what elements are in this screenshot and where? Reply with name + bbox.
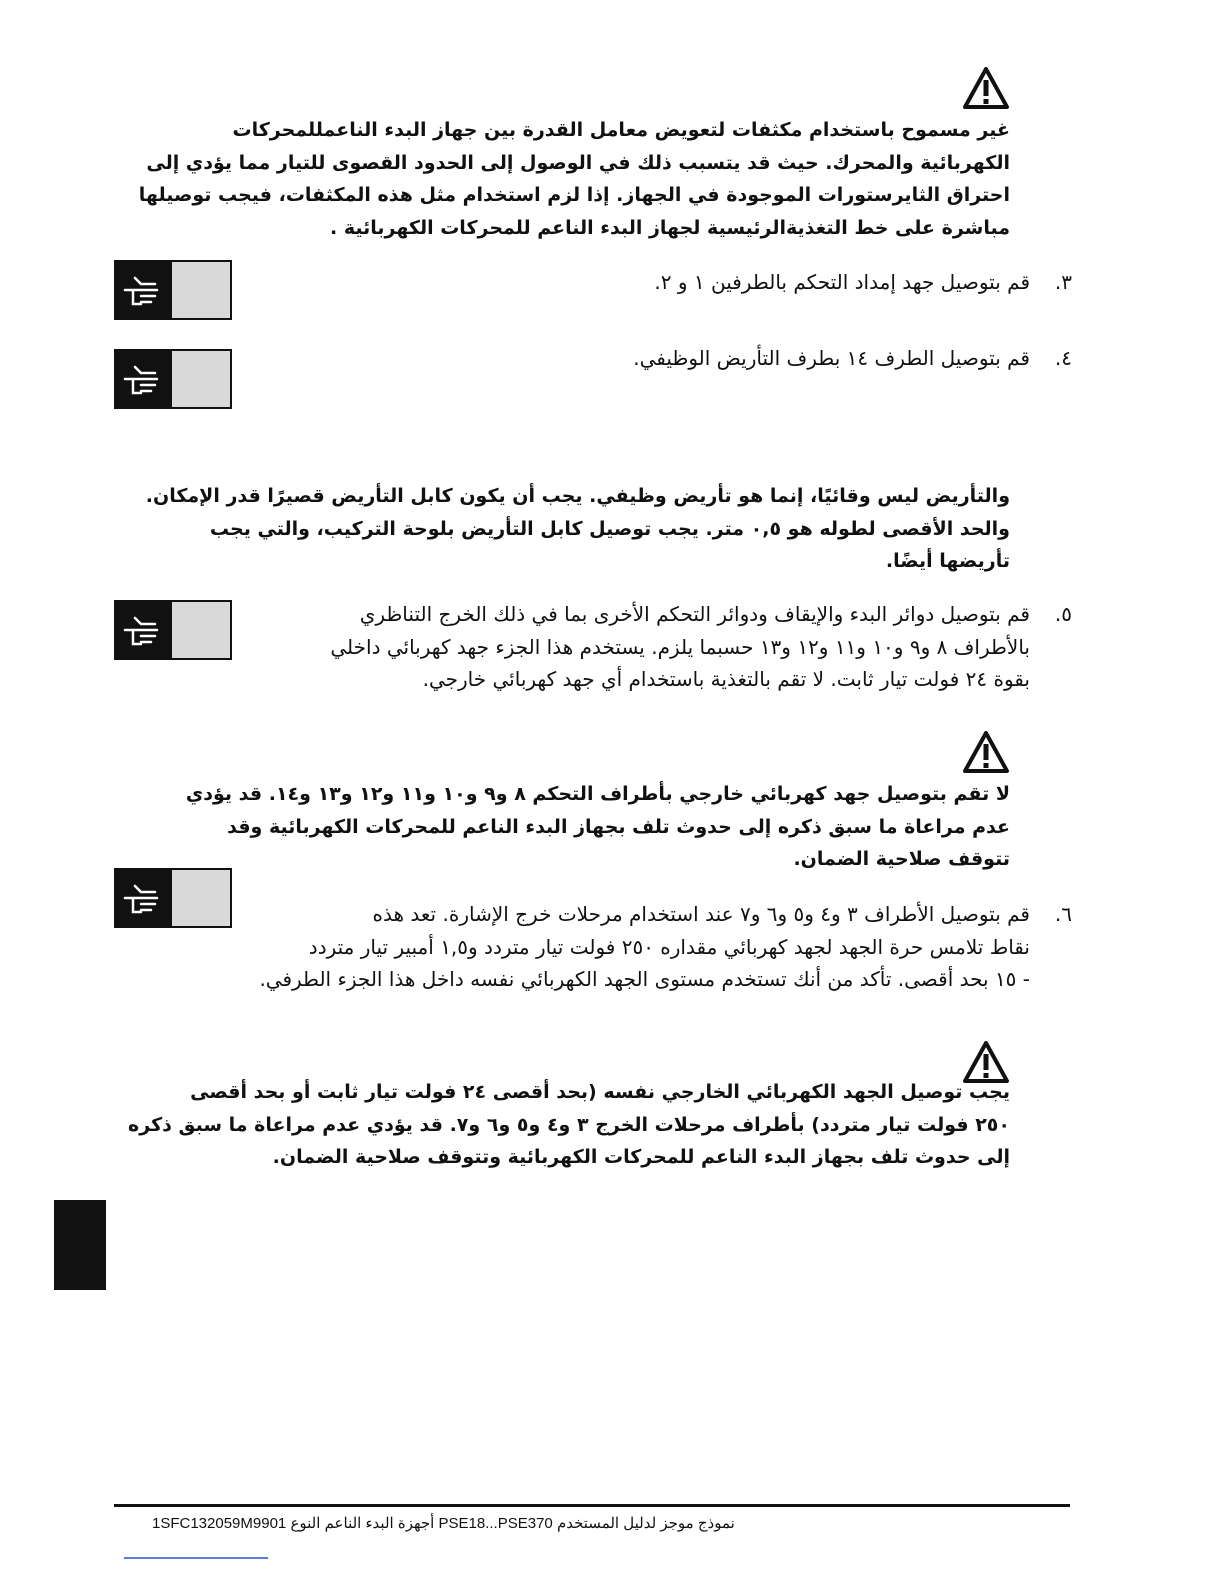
step-number: ٤.: [1054, 346, 1072, 370]
step-3: [352, 266, 1072, 299]
footer-rule: [114, 1504, 1070, 1507]
warning-line: غير مسموح باستخدام مكثفات لتعويض معامل القدرة بين جهاز البدء الناعمللمحركات: [232, 119, 1010, 141]
pointing-hand-icon: [121, 270, 165, 310]
footer-link-underline: [124, 1557, 268, 1559]
warning-line: الكهربائية والمحرك. حيث قد يتسبب ذلك في الوصول إلى الحدود القصوى للتيار مما يؤدي إلى: [146, 151, 1010, 174]
warning-line: لا تقم بتوصيل جهد كهربائي خارجي بأطراف التحكم ٨ و٩ و١٠ و١١ و١٢ و١٣ و١٤. قد يؤدي: [185, 783, 1010, 805]
warning-triangle-icon: [962, 66, 1010, 110]
pointing-hand-icon: [121, 878, 165, 918]
step-text: قم بتوصيل الأطراف ٣ و٤ و٥ و٦ و٧ عند استخدام مرحلات خرج الإشارة. تعد هذه: [372, 902, 1030, 926]
note-line: والحد الأقصى لطوله هو ٠,٥ متر. يجب توصيل كابل التأريض بلوحة التركيب، والتي يجب: [209, 517, 1010, 540]
grounding-note: [145, 480, 1010, 578]
step-number: ٥.: [1054, 602, 1072, 626]
hand-note-box: [114, 600, 232, 660]
step-text: قم بتوصيل جهد إمداد التحكم بالطرفين ١ و ٢.: [654, 270, 1030, 294]
hand-note-box: [114, 868, 232, 928]
hand-note-box: [114, 260, 232, 320]
step-text: - ١٥ بحد أقصى. تأكد من أنك تستخدم مستوى الجهد الكهربائي نفسه داخل هذا الجزء الطرفي.: [259, 967, 1030, 991]
pointing-hand-icon: [121, 610, 165, 650]
step-text: نقاط تلامس حرة الجهد لجهد كهربائي مقداره ٢٥٠ فولت تيار متردد و١,٥ أمبير تيار متردد: [308, 934, 1030, 959]
warning-block-2: [185, 778, 1010, 876]
step-5: [252, 598, 1072, 696]
warning-line: ٢٥٠ فولت تيار متردد) بأطراف مرحلات الخرج ٣ و٤ و٥ و٦ و٧. قد يؤدي عدم مراعاة ما سبق ذكره: [128, 1113, 1010, 1136]
step-text: بالأطراف ٨ و٩ و١٠ و١١ و١٢ و١٣ حسبما يلزم. يستخدم هذا الجزء جهد كهربائي داخلي: [330, 634, 1030, 659]
warning-line: عدم مراعاة ما سبق ذكره إلى حدوث تلف بجهاز البدء الناعم للمحركات الكهربائية وقد: [227, 815, 1010, 838]
note-line: تأريضها أيضًا.: [885, 550, 1010, 572]
step-4: [352, 342, 1072, 375]
warning-line: تتوقف صلاحية الضمان.: [793, 848, 1010, 870]
pointing-hand-icon: [121, 359, 165, 399]
section-tab: [54, 1200, 106, 1290]
warning-block-1: [138, 114, 1010, 244]
step-number: ٣.: [1054, 270, 1072, 294]
step-number: ٦.: [1054, 902, 1072, 926]
step-text: بقوة ٢٤ فولت تيار ثابت. لا تقم بالتغذية باستخدام أي جهد كهربائي خارجي.: [422, 667, 1030, 691]
warning-line: احتراق الثايرستورات الموجودة في الجهاز. إذا لزم استخدام مثل هذه المكثفات، فيجب توصيلها: [138, 184, 1010, 206]
warning-line: يجب توصيل الجهد الكهربائي الخارجي نفسه (بحد أقصى ٢٤ فولت تيار ثابت أو بحد أقصى: [190, 1081, 1010, 1103]
warning-block-3: [128, 1076, 1010, 1174]
step-text: قم بتوصيل الطرف ١٤ بطرف التأريض الوظيفي.: [633, 346, 1030, 370]
hand-note-box: [114, 349, 232, 409]
note-line: والتأريض ليس وقائيًا، إنما هو تأريض وظيفي. يجب أن يكون كابل التأريض قصيرًا قدر الإمكان.: [145, 485, 1010, 507]
warning-triangle-icon: [962, 730, 1010, 774]
warning-line: مباشرة على خط التغذيةالرئيسية لجهاز البدء الناعم للمحركات الكهربائية .: [330, 216, 1010, 239]
warning-line: إلى حدوث تلف بجهاز البدء الناعم للمحركات الكهربائية وتتوقف صلاحية الضمان.: [272, 1146, 1010, 1168]
footer-text: 1SFC132059M9901 أجهزة البدء الناعم النوع PSE18...PSE370 نموذج موجز لدليل المستخدم: [152, 1515, 735, 1532]
step-text: قم بتوصيل دوائر البدء والإيقاف ودوائر التحكم الأخرى بما في ذلك الخرج التناظري: [359, 602, 1030, 626]
step-6: [232, 898, 1072, 996]
